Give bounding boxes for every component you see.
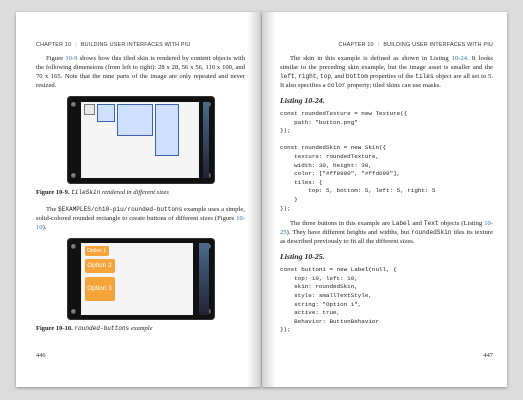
left-para2-suffix: ).: [42, 224, 47, 231]
right-header-title: BUILDING USER INTERFACES WITH PIU: [383, 42, 493, 48]
listing-10-24-title: Listing 10-24.: [280, 96, 325, 105]
left-content: [36, 54, 245, 341]
left-page: [16, 12, 261, 387]
option-2-button[interactable]: Option 2: [85, 259, 115, 273]
tile-56: [97, 104, 115, 122]
sep: , and: [330, 73, 346, 80]
listing-10-24-code: const roundedTexture = new Texture({ path: "button.png" }); const roundedSkin = new Skin({ texture: roundedTexture, width: 30, height: 30, color: ["#ff9900", "#ffd699"], tiles: { top: 5, bottom: 5, left: 5, right: 5 } });: [280, 110, 436, 212]
code-label: Label: [392, 220, 411, 228]
right-para2-mid1: objects (Listing: [438, 220, 485, 228]
right-para1-prefix: The skin in this example is defined as shown in Listing: [290, 55, 452, 62]
device-frame: [67, 238, 215, 320]
code-top: top: [320, 73, 331, 80]
option-3-button[interactable]: Option 3: [85, 277, 115, 301]
tile-70: [155, 104, 179, 156]
left-gutter-shadow: [247, 12, 261, 387]
listing-10-25-link[interactable]: 10-25: [280, 220, 493, 237]
code-bottom: bottom: [345, 73, 368, 80]
sep: ,: [294, 73, 299, 80]
screw-icon: [71, 173, 76, 178]
left-para1-prefix: Figure: [46, 55, 66, 62]
left-para1-text: shows how this tiled skin is rendered by content objects with the following dimensions (from left to right): 28 x 28, 56 x 56, 110 x 100, and 70 x 165. Note that the nine parts of the image are only repeated and never resized.: [36, 55, 246, 89]
tile-110: [117, 104, 153, 136]
option-1-button[interactable]: Option 1: [85, 246, 109, 256]
left-header-chapter: CHAPTER 10: [36, 42, 72, 48]
device-side-strip: [203, 102, 209, 178]
right-para2-suffix: tiles its texture as described previously to fit all the different sizes.: [280, 229, 493, 246]
figure-10-10-caption: [36, 324, 245, 333]
right-content: [280, 54, 493, 341]
code-tiles: tiles: [415, 73, 434, 80]
left-para-2: [36, 205, 245, 232]
figure-10-9-caption: [36, 188, 245, 197]
sep: ,: [316, 73, 320, 80]
listing-10-25-code: const button1 = new Label(null, { top: 10, left: 10, skin: roundedSkin, style: smallTextStyle, string: "Option 1", active: true, Behavior: ButtonBehavior });: [280, 266, 397, 334]
right-para1-mid1: . It looks similar to the preceding skin example, but the image asset is smaller and the: [280, 55, 493, 71]
figure-10-9-label: Figure 10-9.: [36, 189, 70, 196]
right-para1-suffix: property; tiled skins can use masks.: [345, 82, 441, 89]
right-para2-mid2: ). They have different heights and widths, but: [286, 229, 412, 237]
figure-10-10-label: Figure 10-10.: [36, 325, 73, 332]
device-screen: [81, 102, 199, 178]
right-para1-mid3: object are all set to 5. It also specifies a: [280, 73, 494, 89]
right-para-2: [280, 219, 493, 246]
right-header-chapter: CHAPTER 10: [338, 42, 374, 48]
device-frame: [67, 96, 215, 184]
code-roundedskin: roundedSkin: [411, 229, 452, 237]
screw-icon: [71, 244, 76, 249]
device-screen: [81, 243, 193, 315]
left-para2-prefix: The: [46, 206, 58, 213]
code-color: color: [327, 82, 346, 89]
right-para2-prefix: The three buttons in this example are: [290, 220, 393, 228]
figure-10-9-link[interactable]: 10-9: [65, 55, 78, 62]
screw-icon: [71, 309, 76, 314]
code-left: left: [280, 73, 295, 80]
figure-10-9-caption-text: rendered in different sizes: [100, 189, 169, 196]
left-page-number: 446: [36, 352, 46, 359]
code-text: Text: [423, 220, 439, 228]
listing-10-24-link[interactable]: 10-24: [451, 55, 468, 62]
right-page: [262, 12, 507, 387]
right-para2-and: and: [410, 220, 424, 228]
right-page-number: 447: [483, 352, 493, 359]
right-gutter-shadow: [262, 12, 276, 387]
figure-10-10-caption-text: example: [129, 325, 153, 332]
left-para2-mid: example uses a simple, solid-colored rounded rectangle to create buttons of different sizes (Figure: [36, 206, 245, 222]
left-running-header: CHAPTER 10 | BUILDING USER INTERFACES WITH PIU: [36, 42, 191, 48]
listing-10-25-title: Listing 10-25.: [280, 252, 325, 262]
tile-28: [84, 104, 95, 115]
device-side-strip: [199, 243, 209, 315]
code-right: right: [298, 73, 317, 80]
figure-10-10-caption-code: rounded-buttons: [74, 325, 130, 332]
right-para1-mid2: properties of the: [367, 73, 416, 80]
figure-10-9-caption-code: tileSkin: [71, 189, 101, 196]
left-para-1: [36, 54, 245, 90]
left-header-title: BUILDING USER INTERFACES WITH PIU: [80, 42, 191, 48]
right-running-header: CHAPTER 10 | BUILDING USER INTERFACES WITH PIU: [338, 42, 493, 48]
figure-10-10-link[interactable]: 10-10: [36, 215, 245, 231]
right-para-1: [280, 54, 493, 90]
screw-icon: [71, 102, 76, 107]
examples-path-code: $EXAMPLES/ch10-piu/rounded-buttons: [57, 206, 183, 213]
figure-10-10: [67, 238, 215, 320]
figure-10-9: [67, 96, 215, 184]
